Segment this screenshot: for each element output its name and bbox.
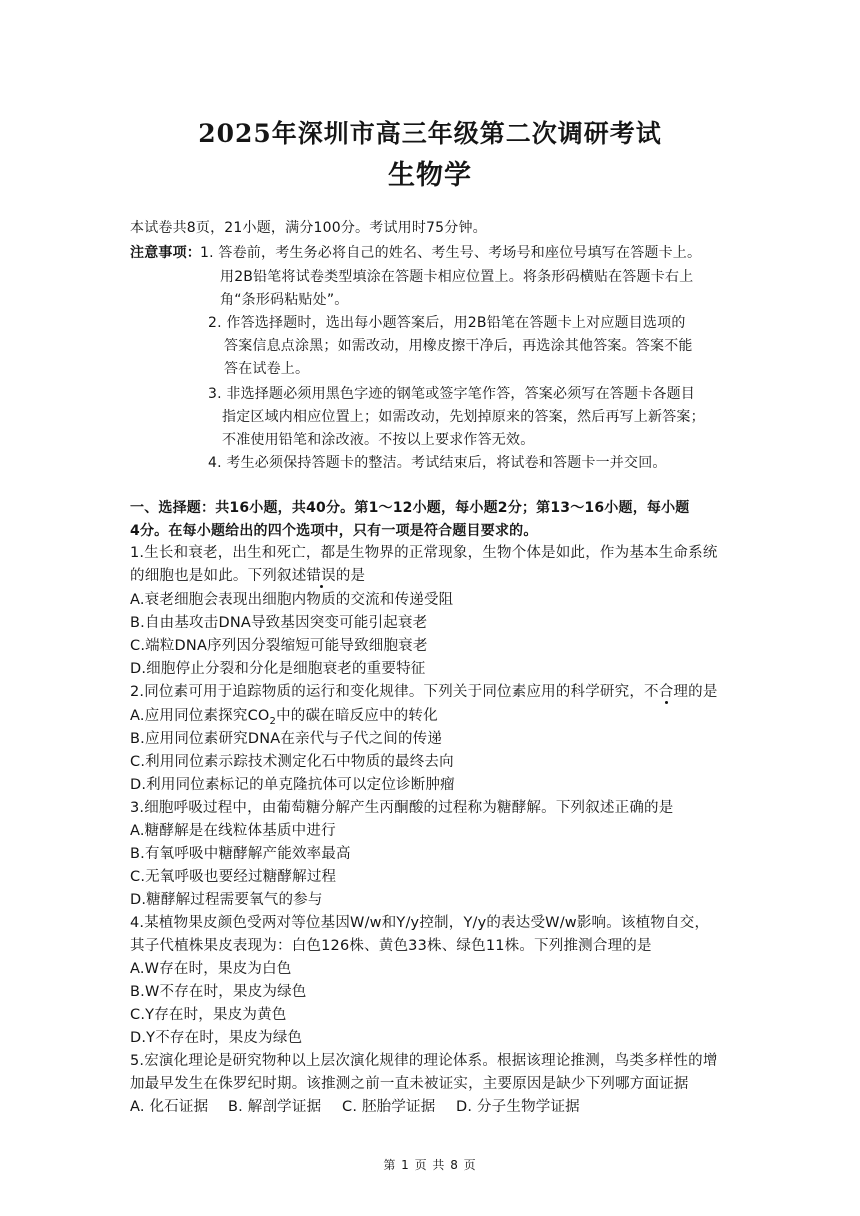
notice-4-line-1: 4. 考生必须保持答题卡的整洁。考试结束后，将试卷和答题卡一并交回。 [208, 455, 667, 471]
q4-option-c: C.Y存在时，果皮为黄色 [130, 1007, 287, 1023]
q3-option-c: C.无氧呼吸也要经过糖酵解过程 [130, 869, 337, 885]
notice-1-line-3: 角“条形码粘贴处”。 [220, 292, 349, 308]
q4-option-d: D.Y不存在时，果皮为绿色 [130, 1030, 303, 1046]
q5-option-c: C. 胚胎学证据 [342, 1099, 436, 1115]
q5-stem-line-1: 5.宏演化理论是研究物种以上层次演化规律的理论体系。根据该理论推测，鸟类多样性的增 [130, 1053, 718, 1069]
page-number: 第 1 页 共 8 页 [383, 1158, 477, 1172]
q4-stem-line-1: 4.某植物果皮颜色受两对等位基因W/w和Y/y控制，Y/y的表达受W/w影响。该植物自交， [130, 915, 710, 931]
q4-option-a: A.W存在时，果皮为白色 [130, 961, 292, 977]
q2-stem: 2.同位素可用于追踪物质的运行和变化规律。下列关于同位素应用的科学研究，不合理的是 [130, 684, 718, 700]
notice-label: 注意事项： [130, 245, 201, 261]
q2-option-c: C.利用同位素示踪技术测定化石中物质的最终去向 [130, 754, 454, 770]
notice-3-line-2: 指定区域内相应位置上；如需改动，先划掉原来的答案，然后再写上新答案； [222, 409, 705, 425]
section-header-line-2: 4分。在每小题给出的四个选项中，只有一项是符合题目要求的。 [130, 523, 538, 539]
notice-2-line-1: 2. 作答选择题时，选出每小题答案后，用2B铅笔在答题卡上对应题目选项的 [208, 315, 686, 331]
q2-option-a: A.应用同位素探究$CO_2$中的碳在暗反应中的转化 [130, 708, 438, 727]
q1-option-c: C.端粒DNA序列因分裂缩短可能导致细胞衰老 [130, 638, 428, 654]
q4-option-b: B.W不存在时，果皮为绿色 [130, 984, 307, 1000]
exam-intro: 本试卷共8页，21小题，满分100分。考试用时75分钟。 [130, 220, 487, 236]
q1-stem-line-2: 的细胞也是如此。下列叙述错误的是 [130, 568, 366, 584]
q1-option-a: A.衰老细胞会表现出细胞内物质的交流和传递受阻 [130, 592, 454, 608]
q5-option-b: B. 解剖学证据 [228, 1099, 322, 1115]
q3-stem: 3.细胞呼吸过程中，由葡萄糖分解产生丙酮酸的过程称为糖酵解。下列叙述正确的是 [130, 800, 674, 816]
section-header-line-1: 一、选择题：共16小题，共40分。第1～12小题，每小题2分；第13～16小题，每小题 [130, 500, 690, 516]
exam-title: 2025年深圳市高三年级第二次调研考试 [198, 119, 662, 148]
notice-3-line-1: 3. 非选择题必须用黑色字迹的钢笔或签字笔作答，答案必须写在答题卡各题目 [208, 386, 696, 402]
q5-option-d: D. 分子生物学证据 [456, 1099, 580, 1115]
q1-option-d: D.细胞停止分裂和分化是细胞衰老的重要特征 [130, 661, 426, 677]
subject-title: 生物学 [388, 160, 472, 191]
q2-emphasis: 不合理 [644, 684, 689, 700]
q1-emphasis: 错误 [306, 568, 336, 584]
notice-3-line-3: 不准使用铅笔和涂改液。不按以上要求作答无效。 [222, 432, 535, 448]
q3-option-a: A.糖酵解是在线粒体基质中进行 [130, 823, 336, 839]
q4-stem-line-2: 其子代植株果皮表现为：白色126株、黄色33株、绿色11株。下列推测合理的是 [130, 938, 652, 954]
notice-1-line-2: 用2B铅笔将试卷类型填涂在答题卡相应位置上。将条形码横贴在答题卡右上 [220, 269, 694, 285]
q5-stem-line-2: 加最早发生在侏罗纪时期。该推测之前一直未被证实，主要原因是缺少下列哪方面证据 [130, 1076, 689, 1092]
q2-option-b: B.应用同位素研究DNA在亲代与子代之间的传递 [130, 731, 443, 747]
q1-option-b: B.自由基攻击DNA导致基因突变可能引起衰老 [130, 615, 428, 631]
q5-option-a: A. 化石证据 [130, 1099, 209, 1115]
notice-2-line-2: 答案信息点涂黑；如需改动，用橡皮擦干净后，再选涂其他答案。答案不能 [224, 338, 693, 354]
q1-stem-line-1: 1.生长和衰老，出生和死亡，都是生物界的正常现象，生物个体是如此，作为基本生命系统 [130, 545, 718, 561]
q3-option-b: B.有氧呼吸中糖酵解产能效率最高 [130, 846, 351, 862]
q2-option-d: D.利用同位素标记的单克隆抗体可以定位诊断肿瘤 [130, 777, 455, 793]
notice-1-line-1: 1. 答卷前，考生务必将自己的姓名、考生号、考场号和座位号填写在答题卡上。 [200, 245, 702, 261]
q3-option-d: D.糖酵解过程需要氧气的参与 [130, 892, 323, 908]
notice-2-line-3: 答在试卷上。 [224, 361, 310, 377]
